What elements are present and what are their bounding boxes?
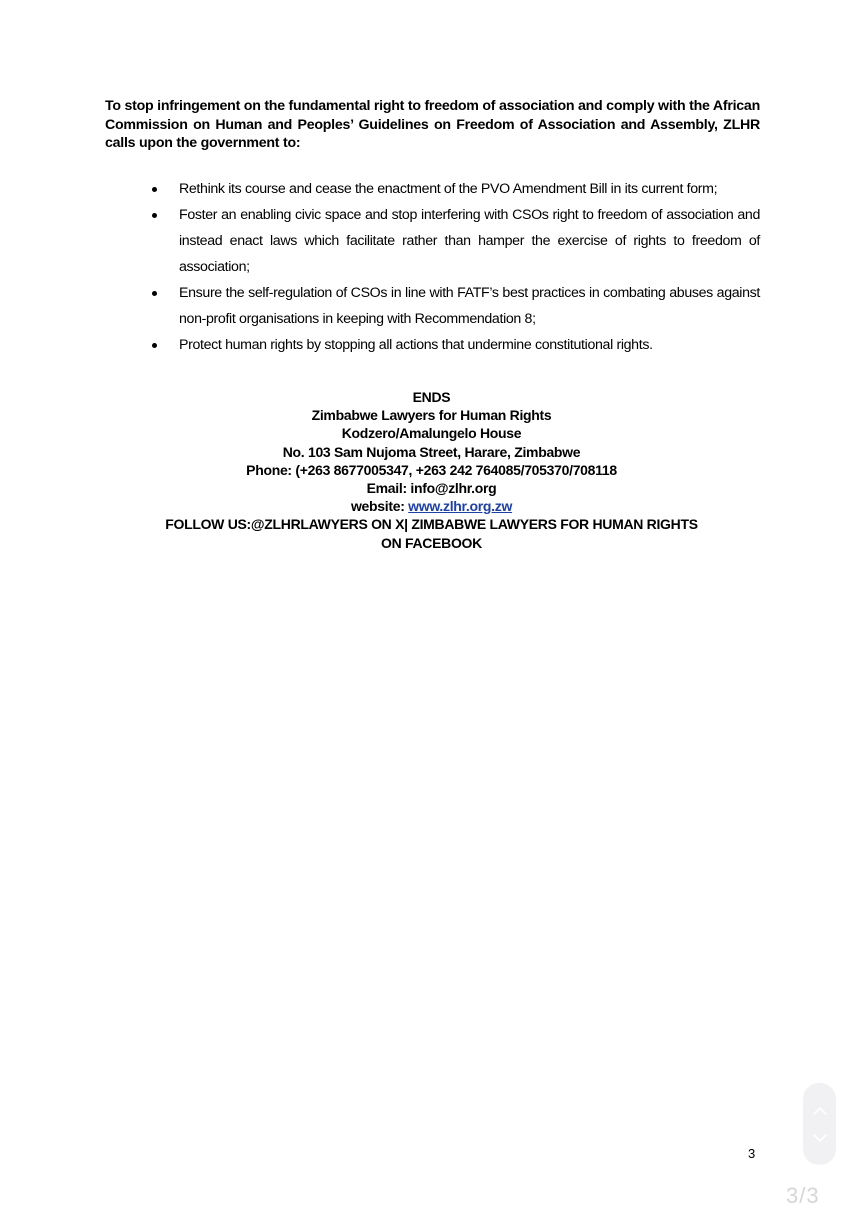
email-line: Email: info@zlhr.org (366, 480, 497, 497)
page-scroll-widget (803, 1083, 836, 1165)
list-item (130, 202, 760, 280)
list-item-text: Rethink its course and cease the enactment of the PVO Amendment Bill in its current form; (179, 181, 718, 197)
list-item (130, 176, 760, 202)
chevron-up-icon (813, 1106, 827, 1115)
scroll-down-button[interactable] (803, 1123, 836, 1153)
page-number: 3 (748, 1146, 756, 1161)
list-item-text: Ensure the self-regulation of CSOs in line with FATF’s best practices in combating abuses against non-profit organisations in keeping with Recommendation 8; (179, 285, 760, 327)
website-link[interactable]: www.zlhr.org.zw (408, 498, 513, 515)
scroll-up-button[interactable] (803, 1095, 836, 1125)
website-line (0, 497, 863, 515)
bullet-icon (152, 291, 157, 296)
chevron-down-icon (813, 1134, 827, 1143)
website-label: website: (350, 498, 409, 515)
house-name: Kodzero/Amalungelo House (341, 425, 522, 442)
organization-name: Zimbabwe Lawyers for Human Rights (311, 407, 552, 424)
bullet-icon (152, 343, 157, 348)
follow-line: FOLLOW US:@ZLHRLAWYERS ON X| ZIMBABWE LAWYERS FOR HUMAN RIGHTS (165, 516, 698, 533)
list-item (130, 332, 760, 358)
page-indicator: 3/3 (786, 1183, 820, 1208)
list-item-text: Protect human rights by stopping all actions that undermine constitutional rights. (179, 337, 653, 353)
street-address: No. 103 Sam Nujoma Street, Harare, Zimbabwe (282, 443, 581, 460)
demands-list (130, 176, 760, 358)
list-item (130, 280, 760, 332)
phone-line: Phone: (+263 8677005347, +263 242 764085/705370/708118 (246, 461, 617, 478)
list-item-text: Foster an enabling civic space and stop interfering with CSOs right to freedom of association and instead enact laws which facilitate rather than hamper the exercise of rights to freedom of association; (179, 207, 760, 275)
bullet-icon (152, 187, 157, 192)
ends-label: ENDS (412, 389, 451, 405)
contact-footer (0, 388, 863, 552)
intro-paragraph: To stop infringement on the fundamental right to freedom of association and comply with the African Commission on Human and Peoples’ Guidelines on Freedom of Association and Assembly, ZLHR calls upon the government to: (105, 98, 760, 151)
bullet-icon (152, 213, 157, 218)
follow-line-continued: ON FACEBOOK (381, 534, 482, 551)
